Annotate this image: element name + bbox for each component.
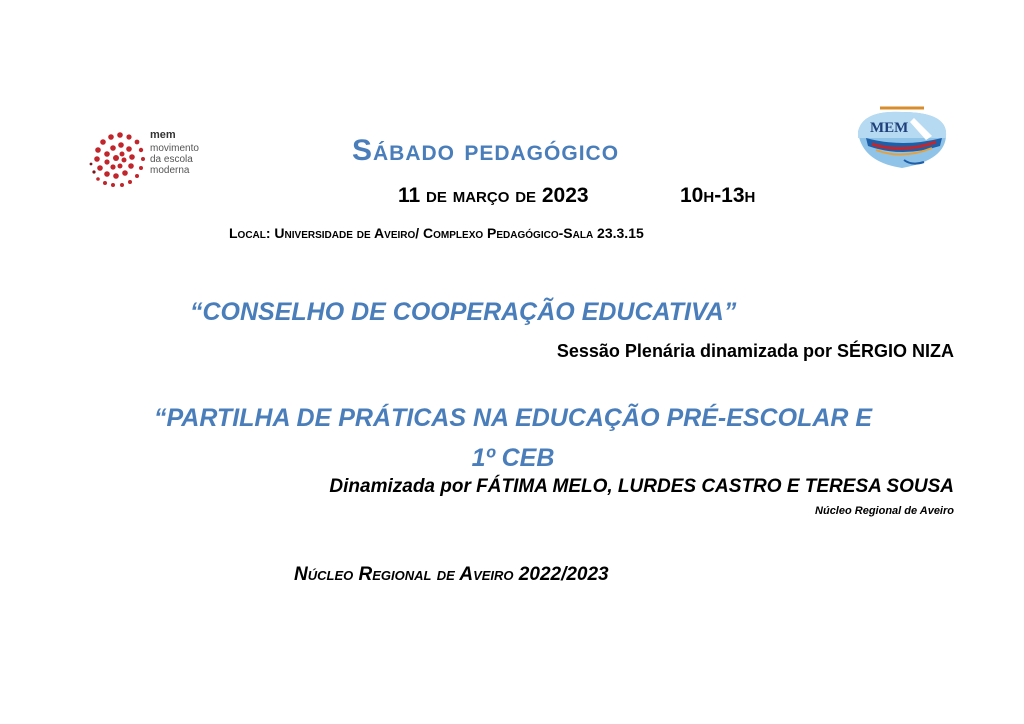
event-title: Sábado pedagógico [352, 134, 620, 167]
session2-subtitle: Dinamizada por FÁTIMA MELO, LURDES CASTRO E TERESA SOUSA [329, 476, 954, 497]
session1-title: “CONSELHO DE COOPERAÇÃO EDUCATIVA” [190, 298, 737, 326]
session2-title-line2: 1º CEB [471, 444, 555, 472]
event-date: 11 de março de 2023 [398, 184, 589, 207]
mem-logo-left [86, 126, 236, 192]
mem-logo-right [852, 102, 952, 174]
logo-right-text: MEM [870, 120, 909, 136]
footer-org: Núcleo Regional de Aveiro 2022/2023 [294, 564, 609, 585]
session2-title [78, 398, 948, 478]
logo-text-da-escola: da escola [150, 154, 193, 165]
logo-text-movimento: movimento [150, 143, 199, 154]
session2-title-line1: “PARTILHA DE PRÁTICAS NA EDUCAÇÃO PRÉ-ESCOLAR E [153, 404, 873, 432]
event-time: 10h-13h [680, 184, 756, 207]
logo-text-mem: mem [150, 129, 176, 141]
logo-text-moderna: moderna [150, 165, 190, 176]
session2-org: Núcleo Regional de Aveiro [815, 505, 954, 517]
event-location: Local: Universidade de Aveiro/ Complexo Pedagógico-Sala 23.3.15 [229, 225, 644, 241]
nucleo-aveiro-logo-icon [852, 102, 952, 174]
spiral-logo-icon [86, 126, 148, 192]
session1-subtitle: Sessão Plenária dinamizada por SÉRGIO NIZA [556, 341, 954, 361]
